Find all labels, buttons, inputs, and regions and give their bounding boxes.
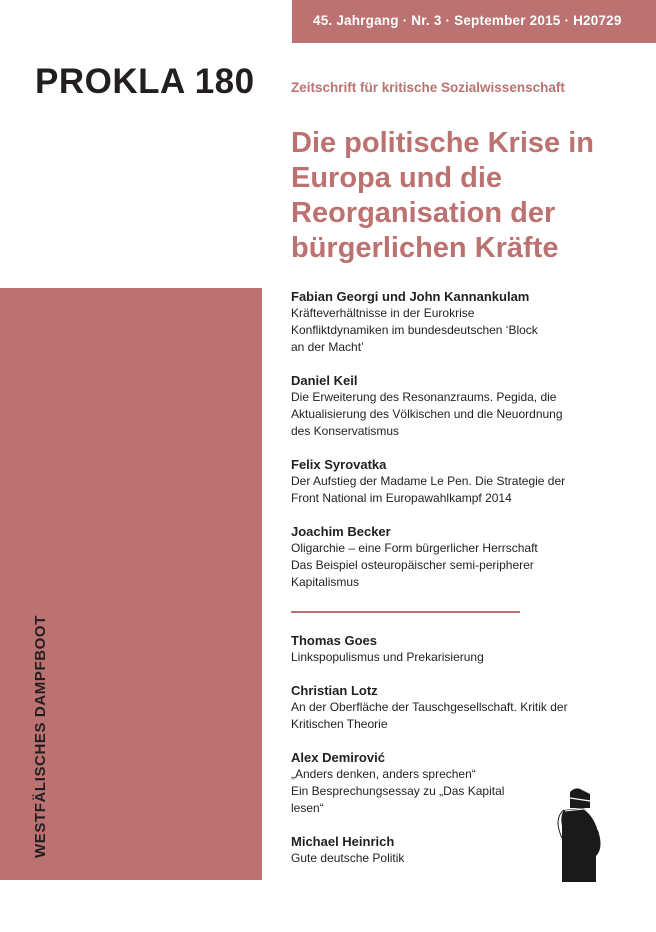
publisher-name: WESTFÄLISCHES DAMPFBOOT: [32, 615, 49, 858]
article-item: [291, 632, 631, 666]
article-title-line: lesen“: [291, 801, 324, 815]
article-title: [291, 473, 631, 507]
article-title-line: Die Erweiterung des Resonanzraums. Pegida, die: [291, 390, 557, 404]
journal-name: PROKLA 180: [35, 62, 255, 101]
article-title-line: An der Oberfläche der Tauschgesellschaft. Kritik der: [291, 700, 568, 714]
main-title-line: Reorganisation der: [291, 197, 556, 229]
article-author: Michael Heinrich: [291, 834, 395, 849]
article-title-line: Oligarchie – eine Form bürgerlicher Herrschaft: [291, 541, 538, 555]
article-title-line: Kapitalismus: [291, 575, 360, 589]
journal-subtitle: Zeitschrift für kritische Sozialwissenschaft: [291, 80, 565, 95]
article-item: [291, 682, 631, 733]
article-title: [291, 305, 631, 356]
main-title-line: Die politische Krise in: [291, 127, 594, 159]
article-title-line: an der Macht’: [291, 340, 364, 354]
article-title: [291, 389, 631, 440]
article-item: [291, 372, 631, 440]
article-title-line: Ein Besprechungsessay zu „Das Kapital: [291, 784, 505, 798]
theme-articles-list: [291, 288, 631, 607]
issue-banner: [292, 0, 656, 43]
article-author: Thomas Goes: [291, 633, 377, 648]
article-title-line: Kräfteverhältnisse in der Eurokrise: [291, 306, 475, 320]
main-title-line: Europa und die: [291, 162, 503, 194]
article-title-line: Linkspopulismus und Prekarisierung: [291, 650, 484, 664]
article-author: Felix Syrovatka: [291, 457, 387, 472]
article-title-line: des Konservatismus: [291, 424, 400, 438]
article-author: Daniel Keil: [291, 373, 358, 388]
article-title: [291, 649, 631, 666]
main-title: [291, 126, 651, 266]
article-author: Christian Lotz: [291, 683, 378, 698]
article-title: [291, 699, 631, 733]
article-title-line: Das Beispiel osteuropäischer semi-peripherer: [291, 558, 534, 572]
section-divider: [291, 611, 520, 613]
article-author: Alex Demirović: [291, 750, 385, 765]
article-title-line: Front National im Europawahlkampf 2014: [291, 491, 512, 505]
article-author: Fabian Georgi und John Kannankulam: [291, 289, 530, 304]
article-title-line: „Anders denken, anders sprechen“: [291, 767, 476, 781]
article-title-line: Konfliktdynamiken im bundesdeutschen ‘Block: [291, 323, 538, 337]
issue-info: 45. Jahrgang · Nr. 3 · September 2015 · H20729: [313, 13, 622, 28]
main-title-line: bürgerlichen Kräfte: [291, 232, 559, 264]
article-title-line: Gute deutsche Politik: [291, 851, 405, 865]
article-item: [291, 456, 631, 507]
article-item: [291, 288, 631, 356]
article-title: [291, 540, 631, 591]
steamboat-icon: [556, 786, 606, 882]
article-author: Joachim Becker: [291, 524, 391, 539]
article-item: [291, 523, 631, 591]
article-title-line: Kritischen Theorie: [291, 717, 388, 731]
article-title-line: Der Aufstieg der Madame Le Pen. Die Strategie der: [291, 474, 566, 488]
article-title-line: Aktualisierung des Völkischen und die Neuordnung: [291, 407, 563, 421]
